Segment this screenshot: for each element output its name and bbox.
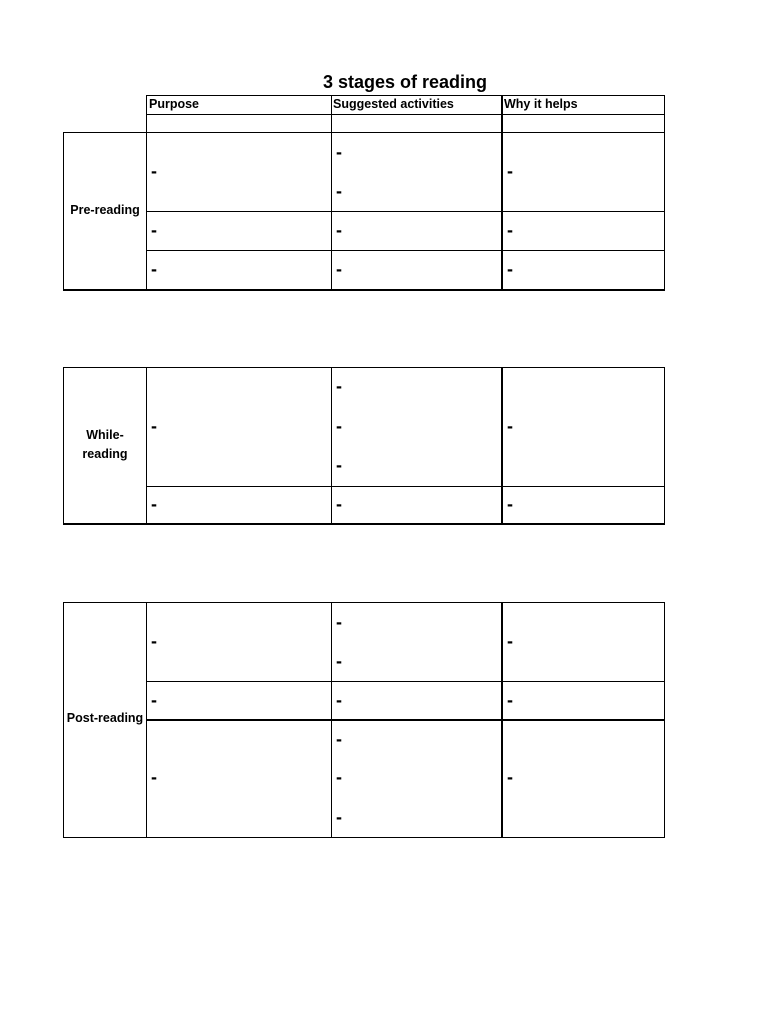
bullet-dash: - [507,220,513,240]
bullet-dash: - [336,690,342,710]
bullet-dash: - [151,631,157,651]
bullet-dash: - [336,142,342,162]
bullet-dash: - [151,767,157,787]
cell-while-activities-1 [331,367,503,487]
bullet-dash: - [507,494,513,514]
bullet-dash: - [336,612,342,632]
bullet-dash: - [507,767,513,787]
bullet-dash: - [336,651,342,671]
blank-cell-purpose [146,114,332,133]
bullet-dash: - [336,376,342,396]
cell-pre-activities-3 [331,250,503,291]
cell-pre-activities-2 [331,211,503,251]
cell-while-purpose-2 [146,486,332,525]
cell-pre-purpose-1 [146,132,332,212]
stage-label-post-reading: Post-reading [66,711,144,725]
cell-post-why-2 [502,681,665,720]
bullet-dash: - [507,690,513,710]
stage-label-while-reading [63,426,147,464]
header-why-it-helps: Why it helps [502,95,665,115]
cell-pre-purpose-2 [146,211,332,251]
cell-pre-why-1 [502,132,665,212]
bullet-dash: - [336,416,342,436]
cell-post-purpose-3 [146,719,332,838]
cell-pre-activities-1 [331,132,503,212]
cell-pre-why-2 [502,211,665,251]
stage-label-pre-reading: Pre-reading [70,203,140,217]
bullet-dash: - [151,259,157,279]
cell-post-activities-3 [331,719,503,838]
cell-while-why-1 [502,367,665,487]
bullet-dash: - [336,220,342,240]
cell-while-why-2 [502,486,665,525]
cell-while-activities-2 [331,486,503,525]
bullet-dash: - [151,161,157,181]
cell-post-why-1 [502,602,665,682]
cell-while-purpose-1 [146,367,332,487]
bullet-dash: - [507,161,513,181]
bullet-dash: - [336,181,342,201]
bullet-dash: - [336,259,342,279]
cell-pre-purpose-3 [146,250,332,291]
cell-post-activities-1 [331,602,503,682]
bullet-dash: - [336,729,342,749]
bullet-dash: - [336,494,342,514]
header-purpose: Purpose [146,95,332,115]
bullet-dash: - [336,767,342,787]
stage-label-while-line2: reading [82,447,128,461]
bullet-dash: - [151,690,157,710]
bullet-dash: - [151,494,157,514]
blank-cell-why [502,114,665,133]
bullet-dash: - [336,455,342,475]
cell-post-activities-2 [331,681,503,720]
header-suggested-activities: Suggested activities [331,95,503,115]
bullet-dash: - [151,220,157,240]
bullet-dash: - [336,807,342,827]
bullet-dash: - [507,259,513,279]
cell-pre-why-3 [502,250,665,291]
cell-post-why-3 [502,719,665,838]
bullet-dash: - [151,416,157,436]
bullet-dash: - [507,416,513,436]
cell-post-purpose-2 [146,681,332,720]
stage-label-while-line1: While- [86,428,124,442]
page-title: 3 stages of reading [322,72,488,92]
cell-post-purpose-1 [146,602,332,682]
blank-cell-activities [331,114,503,133]
bullet-dash: - [507,631,513,651]
